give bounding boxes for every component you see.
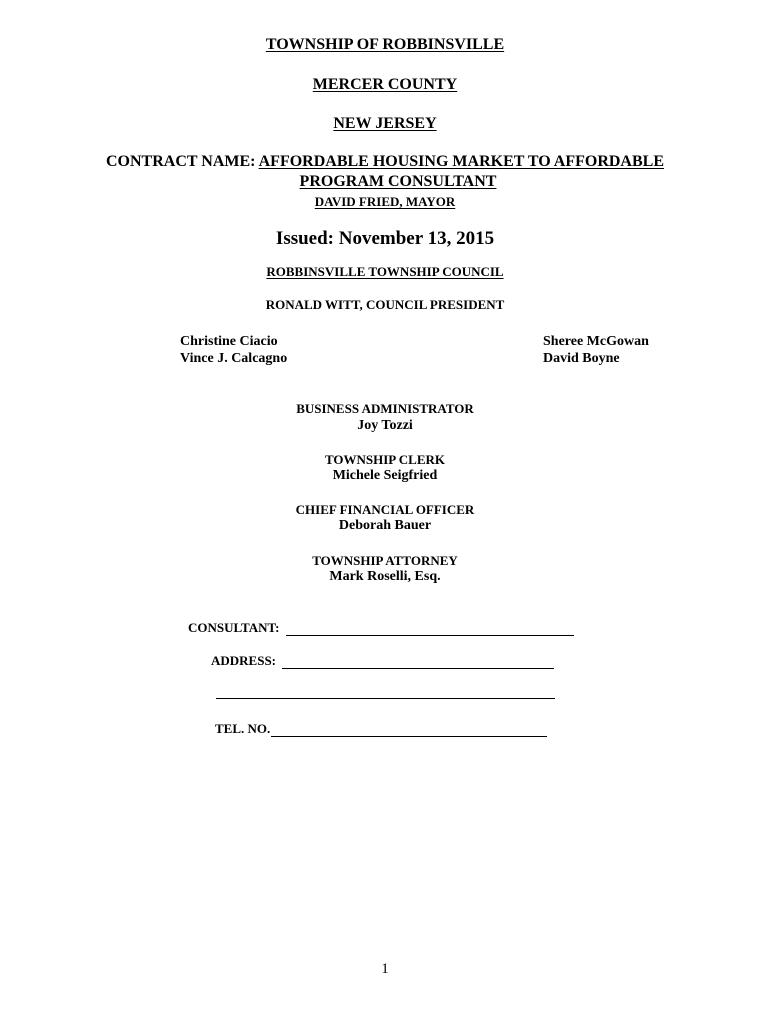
council-member: Sheree McGowan <box>543 334 649 349</box>
official-title: BUSINESS ADMINISTRATOR <box>296 401 474 416</box>
official-title: CHIEF FINANCIAL OFFICER <box>295 502 475 517</box>
council-members-right <box>543 333 649 367</box>
official-name: Michele Seigfried <box>332 468 438 483</box>
council-member: David Boyne <box>543 351 620 366</box>
township-title: TOWNSHIP OF ROBBINSVILLE <box>265 36 505 53</box>
official-name: Joy Tozzi <box>357 418 413 433</box>
council-member: Christine Ciacio <box>180 334 278 349</box>
contract-name-line2: PROGRAM CONSULTANT <box>299 173 497 190</box>
address-blank-line[interactable] <box>282 656 554 669</box>
contract-name-line1 <box>0 153 770 171</box>
consultant-field <box>188 620 574 636</box>
state-title: NEW JERSEY <box>333 115 437 132</box>
council-members-left <box>180 333 287 367</box>
official-name: Mark Roselli, Esq. <box>329 569 441 584</box>
official-title: TOWNSHIP CLERK <box>324 452 446 467</box>
tel-field <box>215 721 547 737</box>
consultant-blank-line[interactable] <box>286 623 574 636</box>
address-label: ADDRESS: <box>211 653 277 668</box>
council-title: ROBBINSVILLE TOWNSHIP COUNCIL <box>266 264 504 279</box>
consultant-label: CONSULTANT: <box>188 620 280 635</box>
council-president: RONALD WITT, COUNCIL PRESIDENT <box>265 297 505 312</box>
official-name: Deborah Bauer <box>338 518 432 533</box>
address-line2-field <box>216 686 555 699</box>
address-field <box>211 653 554 669</box>
tel-label: TEL. NO. <box>215 721 271 736</box>
council-member: Vince J. Calcagno <box>180 351 288 366</box>
contract-name-value: AFFORDABLE HOUSING MARKET TO AFFORDABLE <box>258 153 664 170</box>
page-number: 1 <box>381 961 389 977</box>
issued-date: Issued: November 13, 2015 <box>275 228 495 249</box>
tel-blank-line[interactable] <box>271 724 547 737</box>
official-title: TOWNSHIP ATTORNEY <box>312 553 458 568</box>
mayor-line: DAVID FRIED, MAYOR <box>314 194 456 209</box>
county-title: MERCER COUNTY <box>312 76 458 93</box>
contract-name-prefix: CONTRACT NAME: <box>106 153 259 170</box>
address-line2-blank-line[interactable] <box>216 686 555 699</box>
